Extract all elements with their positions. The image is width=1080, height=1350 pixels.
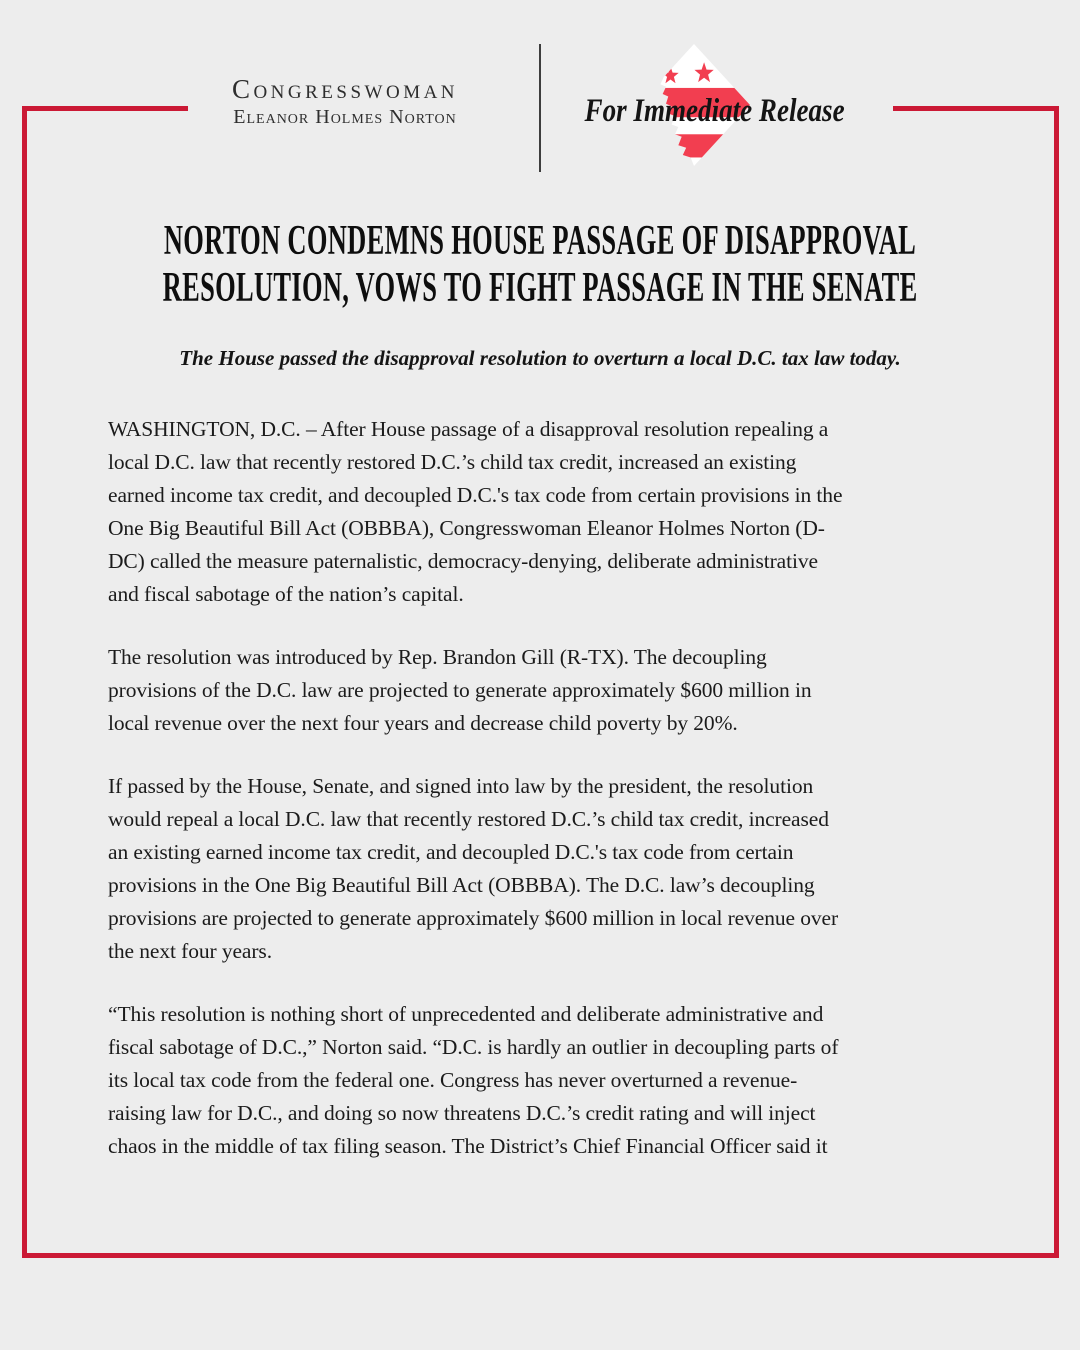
headline-row: [100, 218, 980, 265]
header-divider: [539, 44, 541, 172]
paragraph: WASHINGTON, D.C. – After House passage of a disapproval resolution repealing a local D.C. law that recently restored D.C.’s child tax credit, increased an existing earned income tax credit, and decoupled D.C.'s tax code from certain provisions in the One Big Beautiful Bill Act (OBBBA), Congresswoman Eleanor Holmes Norton (D- DC) called the measure paternalistic, democracy-denying, deliberate administrative and fiscal sabotage of the nation’s capital.: [108, 417, 843, 606]
frame-right-border: [1054, 106, 1059, 1258]
paragraph: If passed by the House, Senate, and signed into law by the president, the resolution would repeal a local D.C. law that recently restored D.C.’s child tax credit, increased an existing earned income tax credit, and decoupled D.C.'s tax code from certain provisions in the One Big Beautiful Bill Act (OBBBA). The D.C. law’s decoupling provisions are projected to generate approximately $600 million in local revenue over the next four years.: [108, 774, 839, 963]
headline-row: [100, 265, 980, 312]
headline: [100, 218, 980, 312]
masthead: [110, 74, 580, 130]
release-banner: [560, 86, 870, 136]
frame-left-border: [22, 106, 27, 1258]
press-release-body: [108, 413, 980, 1193]
frame-top-right-segment: [893, 106, 1059, 111]
congresswoman-name: Eleanor Holmes Norton: [233, 106, 457, 128]
subheadline: The House passed the disapproval resolution to overturn a local D.C. tax law today.: [179, 346, 901, 370]
headline-line-1: NORTON CONDEMNS HOUSE PASSAGE OF DISAPPROVAL: [163, 218, 917, 264]
paragraph: The resolution was introduced by Rep. Brandon Gill (R-TX). The decoupling provisions of the D.C. law are projected to generate approximately $600 million in local revenue over the next four years and decrease child poverty by 20%.: [108, 645, 812, 735]
frame-bottom-border: [22, 1253, 1059, 1258]
headline-line-2: RESOLUTION, VOWS TO FIGHT PASSAGE IN THE SENATE: [162, 265, 918, 311]
congresswoman-title: Congresswoman: [231, 74, 459, 104]
paragraph: “This resolution is nothing short of unprecedented and deliberate administrative and fiscal sabotage of D.C.,” Norton said. “D.C. is hardly an outlier in decoupling parts of its local tax code from the federal one. Congress has never overturned a revenue- raising law for D.C., and doing so now threatens D.C.’s credit rating and will inject chaos in the middle of tax filing season. The District’s Chief Financial Officer said it: [108, 1002, 839, 1158]
release-label: For Immediate Release: [584, 92, 846, 129]
